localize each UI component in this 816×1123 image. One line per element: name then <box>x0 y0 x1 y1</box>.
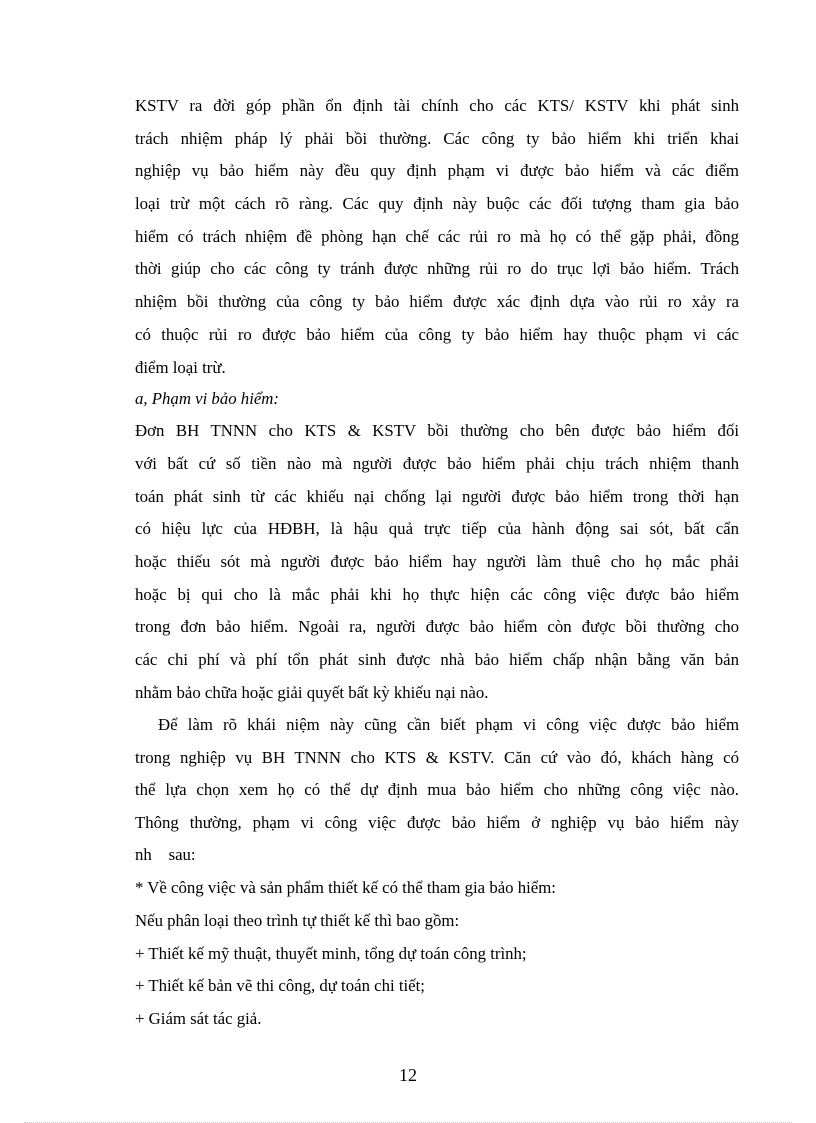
paragraph-line: KSTV ra đời góp phần ổn định tài chính cho các KTS/ KSTV khi phát sinh <box>135 96 739 115</box>
paragraph-line: với bất cứ số tiền nào mà người được bảo hiểm phải chịu trách nhiệm thanh <box>135 454 739 473</box>
paragraph-line: hiểm có trách nhiệm đề phòng hạn chế các rủi ro mà họ có thể gặp phải, đồng <box>135 227 739 246</box>
paragraph-line: trách nhiệm pháp lý phải bồi thường. Các công ty bảo hiểm khi triển khai <box>135 129 739 148</box>
paragraph-line: nhằm bảo chữa hoặc giải quyết bất kỳ khiếu nại nào. <box>135 683 489 702</box>
paragraph-line: hoặc bị qui cho là mắc phải khi họ thực hiện các công việc được bảo hiểm <box>135 585 739 604</box>
paragraph-line: nghiệp vụ bảo hiểm này đều quy định phạm vi được bảo hiểm và các điểm <box>135 161 739 180</box>
paragraph-line: có hiệu lực của HĐBH, là hậu quả trực tiếp của hành động sai sót, bất cẩn <box>135 519 739 538</box>
paragraph-line: loại trừ một cách rõ ràng. Các quy định này buộc các đối tượng tham gia bảo <box>135 194 739 213</box>
paragraph-line: điểm loại trừ. <box>135 358 226 377</box>
paragraph-line: Để làm rõ khái niệm này cũng cần biết phạm vi công việc được bảo hiểm <box>158 715 739 734</box>
paragraph-line: các chi phí và phí tổn phát sinh được nhà bảo hiểm chấp nhận bằng văn bản <box>135 650 739 669</box>
paragraph-line: nhiệm bồi thường của công ty bảo hiểm được xác định dựa vào rủi ro xảy ra <box>135 292 739 311</box>
section-heading: a, Phạm vi bảo hiểm: <box>135 389 280 408</box>
list-item: + Thiết kế bản vẽ thi công, dự toán chi tiết; <box>135 976 425 995</box>
paragraph-line: Thông thường, phạm vi công việc được bảo hiểm ở nghiệp vụ bảo hiểm này <box>135 813 739 832</box>
list-item: + Giám sát tác giả. <box>135 1009 262 1028</box>
paragraph-line: Đơn BH TNNN cho KTS & KSTV bồi thường cho bên được bảo hiểm đối <box>135 421 739 440</box>
paragraph-line: hoặc thiếu sót mà người được bảo hiểm hay người làm thuê cho họ mắc phải <box>135 552 739 571</box>
paragraph-line: trong đơn bảo hiểm. Ngoài ra, người được bảo hiểm còn được bồi thường cho <box>135 617 739 636</box>
paragraph-line: có thuộc rủi ro được bảo hiểm của công ty bảo hiểm hay thuộc phạm vi các <box>135 325 739 344</box>
list-intro: Nếu phân loại theo trình tự thiết kế thì bao gồm: <box>135 911 460 930</box>
paragraph-line: trong nghiệp vụ BH TNNN cho KTS & KSTV. Căn cứ vào đó, khách hàng có <box>135 748 739 767</box>
paragraph-line: toán phát sinh từ các khiếu nại chống lại người được bảo hiểm trong thời hạn <box>135 487 739 506</box>
paragraph-line: thời giúp cho các công ty tránh được những rủi ro do trục lợi bảo hiểm. Trách <box>135 259 739 278</box>
list-heading: * Về công việc và sản phẩm thiết kế có thể tham gia bảo hiểm: <box>135 878 556 897</box>
list-item: + Thiết kế mỹ thuật, thuyết minh, tổng dự toán công trình; <box>135 944 527 963</box>
paragraph-line: thể lựa chọn xem họ có thể dự định mua bảo hiểm cho những công việc nào. <box>135 780 739 799</box>
page-number: 12 <box>399 1065 417 1085</box>
paragraph-line: nh sau: <box>135 845 196 864</box>
